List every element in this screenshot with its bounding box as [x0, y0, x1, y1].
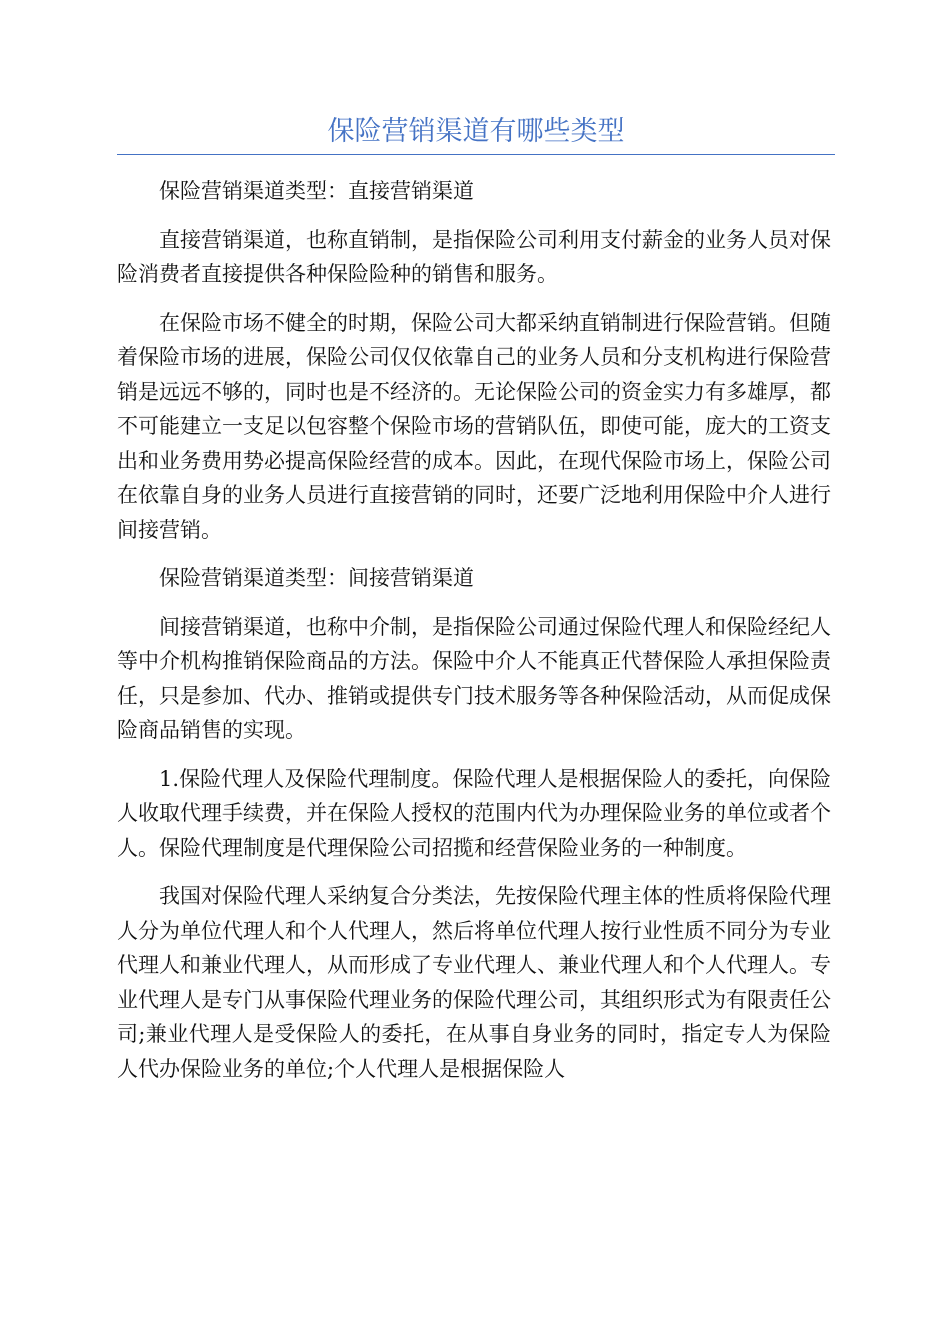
title-underline	[117, 154, 835, 155]
document-body	[117, 174, 831, 1100]
paragraph-direct-definition: 直接营销渠道，也称直销制，是指保险公司利用支付薪金的业务人员对保险消费者直接提供各种保险险种的销售和服务。	[117, 227, 831, 286]
paragraph-indirect-definition: 间接营销渠道，也称中介制，是指保险公司通过保险代理人和保险经纪人等中介机构推销保险商品的方法。保险中介人不能真正代替保险人承担保险责任，只是参加、代办、推销或提供专门技术服务等各种保险活动，从而促成保险商品销售的实现。	[117, 614, 831, 742]
page-title: 保险营销渠道有哪些类型	[327, 116, 625, 147]
paragraph-agent-classification: 我国对保险代理人采纳复合分类法，先按保险代理主体的性质将保险代理人分为单位代理人和个人代理人，然后将单位代理人按行业性质不同分为专业代理人和兼业代理人，从而形成了专业代理人、兼业代理人和个人代理人。专业代理人是专门从事保险代理业务的保险代理公司，其组织形式为有限责任公司;兼业代理人是受保险人的委托，在从事自身业务的同时，指定专人为保险人代办保险业务的单位;个人代理人是根据保险人	[117, 884, 831, 1081]
section-heading-direct: 保险营销渠道类型：直接营销渠道	[159, 179, 474, 203]
paragraph-agent-system: 1.保险代理人及保险代理制度。保险代理人是根据保险人的委托，向保险人收取代理手续费，并在保险人授权的范围内代为办理保险业务的单位或者个人。保险代理制度是代理保险公司招揽和经营保险业务的一种制度。	[117, 766, 831, 860]
paragraph-direct-limitations: 在保险市场不健全的时期，保险公司大都采纳直销制进行保险营销。但随着保险市场的进展，保险公司仅仅依靠自己的业务人员和分支机构进行保险营销是远远不够的，同时也是不经济的。无论保险公司的资金实力有多雄厚，都不可能建立一支足以包容整个保险市场的营销队伍，即使可能，庞大的工资支出和业务费用势必提高保险经营的成本。因此，在现代保险市场上，保险公司在依靠自身的业务人员进行直接营销的同时，还要广泛地利用保险中介人进行间接营销。	[117, 310, 831, 542]
section-heading-indirect: 保险营销渠道类型：间接营销渠道	[159, 566, 474, 590]
